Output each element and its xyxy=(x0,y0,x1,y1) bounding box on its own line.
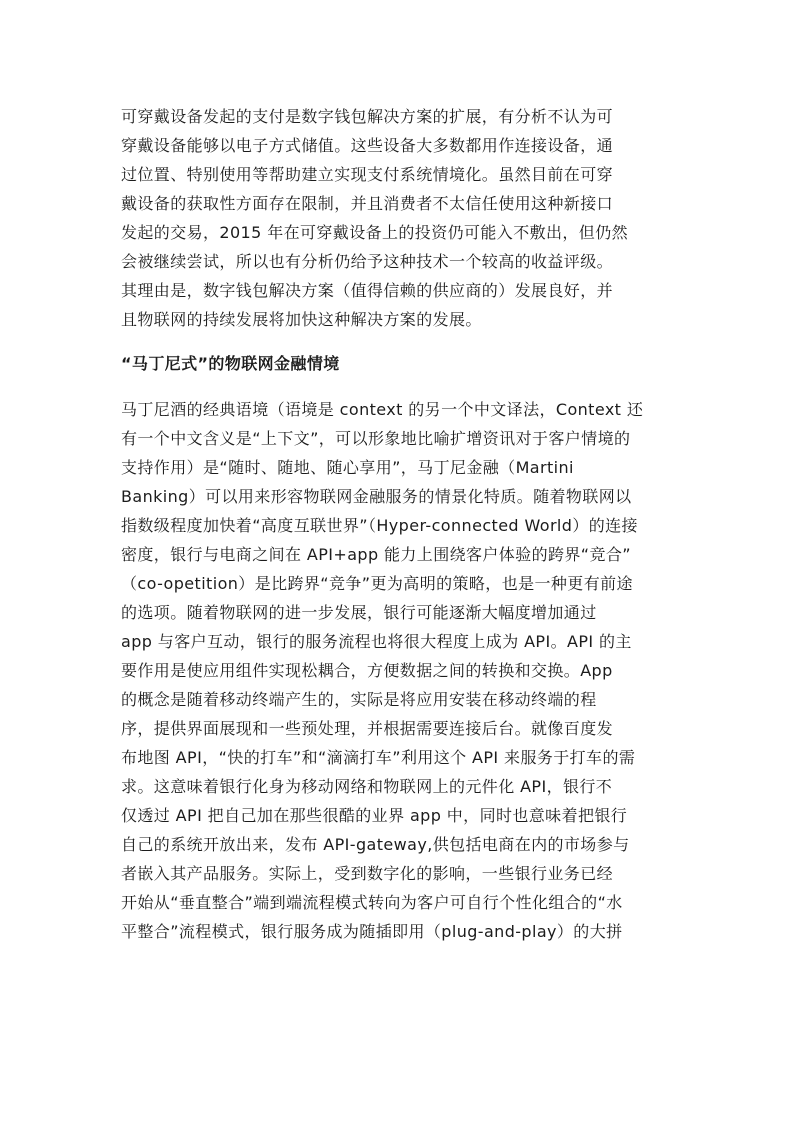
text-line: 支持作用）是“随时、随地、随心享用”，马丁尼金融（Martini xyxy=(121,458,574,477)
text-line: 自己的系统开放出来，发布 API-gateway,供包括电商在内的市场参与 xyxy=(121,835,630,854)
paragraph-martini-banking xyxy=(121,395,673,946)
text-line: 马丁尼酒的经典语境（语境是 context 的另一个中文译法，Context 还 xyxy=(121,400,644,419)
text-line: Banking）可以用来形容物联网金融服务的情景化特质。随着物联网以 xyxy=(121,487,632,506)
text-line: 的概念是随着移动终端产生的，实际是将应用安装在移动终端的程 xyxy=(121,690,597,709)
text-line: 其理由是，数字钱包解决方案（值得信赖的供应商的）发展良好，并 xyxy=(121,281,614,300)
section-heading: “马丁尼式”的物联网金融情境 xyxy=(121,354,340,373)
text-line: 戴设备的获取性方面存在限制，并且消费者不太信任使用这种新接口 xyxy=(121,194,614,213)
text-line: 序，提供界面展现和一些预处理，并根据需要连接后台。就像百度发 xyxy=(121,719,614,738)
text-line: 过位置、特别使用等帮助建立实现支付系统情境化。虽然目前在可穿 xyxy=(121,165,614,184)
text-line: 会被继续尝试，所以也有分析仍给予这种技术一个较高的收益评级。 xyxy=(121,252,614,271)
text-line: 发起的交易，2015 年在可穿戴设备上的投资仍可能入不敷出，但仍然 xyxy=(121,223,629,242)
text-line: 指数级程度加快着“高度互联世界”（Hyper-connected World）的连接 xyxy=(121,516,638,535)
text-line: （co-opetition）是比跨界“竞争”更为高明的策略，也是一种更有前途 xyxy=(121,574,633,593)
text-line: 有一个中文含义是“上下文”，可以形象地比喻扩增资讯对于客户情境的 xyxy=(121,429,631,448)
document-body xyxy=(121,102,673,946)
text-line: 仅透过 API 把自己加在那些很酷的业界 app 中，同时也意味着把银行 xyxy=(121,806,628,825)
text-line: 的选项。随着物联网的进一步发展，银行可能逐渐大幅度增加通过 xyxy=(121,603,597,622)
text-line: 布地图 API，“快的打车”和“滴滴打车”利用这个 API 来服务于打车的需 xyxy=(121,748,636,767)
text-line: 求。这意味着银行化身为移动网络和物联网上的元件化 API，银行不 xyxy=(121,777,613,796)
text-line: 可穿戴设备发起的支付是数字钱包解决方案的扩展，有分析不认为可 xyxy=(121,107,614,126)
paragraph-wearable-payments xyxy=(121,102,673,334)
text-line: app 与客户互动，银行的服务流程也将很大程度上成为 API。API 的主 xyxy=(121,632,632,651)
text-line: 要作用是使应用组件实现松耦合，方便数据之间的转换和交换。App xyxy=(121,661,613,680)
text-line: 密度，银行与电商之间在 API+app 能力上围绕客户体验的跨界“竞合” xyxy=(121,545,631,564)
text-line: 穿戴设备能够以电子方式储值。这些设备大多数都用作连接设备，通 xyxy=(121,136,614,155)
text-line: 且物联网的持续发展将加快这种解决方案的发展。 xyxy=(121,310,482,329)
text-line: 者嵌入其产品服务。实际上，受到数字化的影响，一些银行业务已经 xyxy=(121,864,614,883)
text-line: 平整合”流程模式，银行服务成为随插即用（plug-and-play）的大拼 xyxy=(121,922,623,941)
text-line: 开始从“垂直整合”端到端流程模式转向为客户可自行个性化组合的“水 xyxy=(121,893,623,912)
